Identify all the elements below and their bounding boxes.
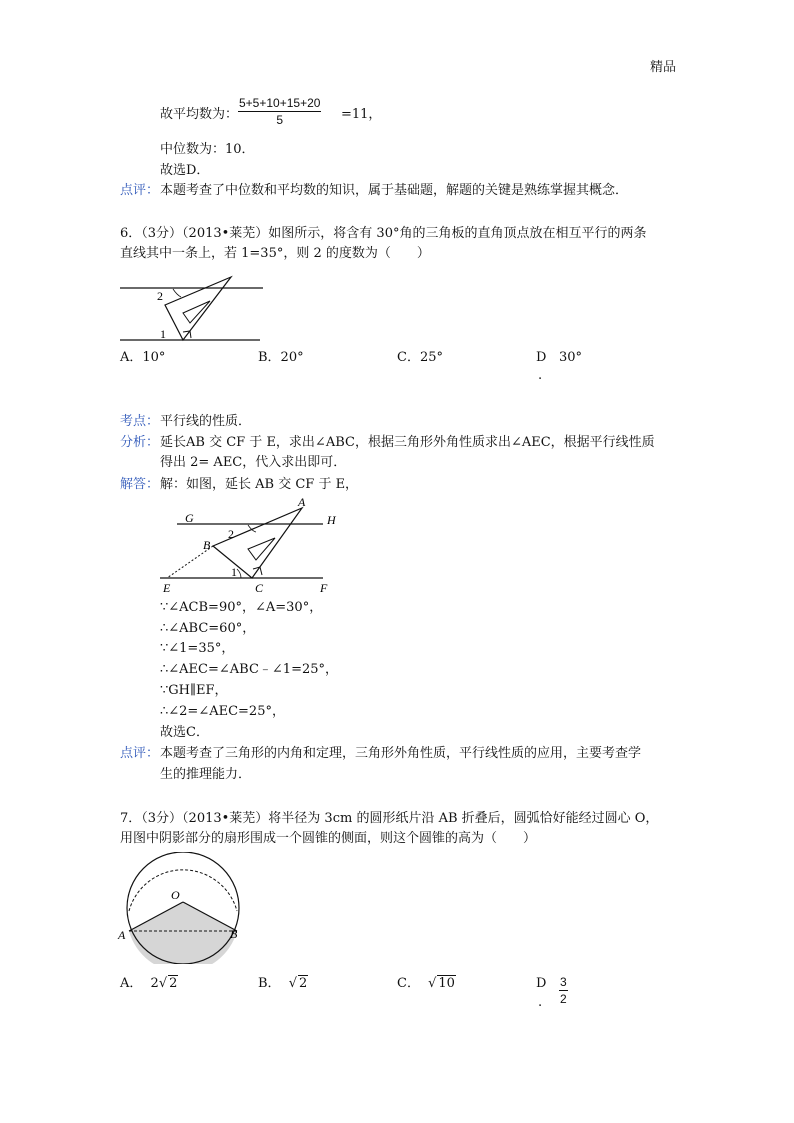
q7-option-d-dot: . — [538, 995, 543, 1010]
prev-choose: 故选D． — [160, 163, 210, 178]
q7-stem-line2: 用图中阴影部分的扇形围成一个圆锥的侧面，则这个圆锥的高为（ ） — [120, 831, 537, 846]
label-b-circle: B — [230, 927, 238, 941]
triangle-ruler-inner — [183, 301, 210, 323]
label-a: A — [298, 496, 306, 509]
q6-comment-line2: 生的推理能力． — [160, 767, 252, 782]
sqrt-sign-icon: √ 2 — [288, 976, 308, 991]
q6-fig-label-2: 2 — [157, 289, 163, 303]
q6-step-6: ∴∠2=∠AEC=25°， — [160, 704, 285, 719]
q6-solution-figure — [155, 496, 355, 596]
q6-fenxi-line2: 得出 2= AEC，代入求出即可． — [160, 455, 347, 470]
median-line: 中位数为：10． — [160, 142, 255, 157]
angle-1-arc-sol — [237, 569, 241, 578]
q6-kaodian-text: 平行线的性质． — [160, 414, 252, 429]
q7-option-c[interactable] — [397, 975, 456, 992]
q6-option-d-value[interactable]: 30° — [559, 350, 583, 365]
q6-option-c[interactable]: C．25° — [397, 350, 443, 365]
q7-option-c-radicand: 10 — [438, 976, 455, 991]
q6-step-1: ∵∠ACB=90°，∠A=30°， — [160, 600, 323, 615]
triangle-inner — [248, 538, 275, 560]
angle-2-arc — [173, 289, 181, 297]
q6-fenxi-line1: 延长AB 交 CF 于 E，求出∠ABC，根据三角形外角性质求出∠AEC，根据平行线性质 — [160, 435, 655, 450]
q6-comment-line1: 本题考查了三角形的内角和定理，三角形外角性质，平行线性质的应用，主要考查学 — [160, 746, 642, 761]
q7-option-d-letter[interactable]: D — [536, 976, 547, 991]
q6-step-5: ∵GH∥EF， — [160, 683, 228, 698]
prev-comment-text: 本题考查了中位数和平均数的知识，属于基础题，解题的关键是熟练掌握其概念． — [160, 183, 629, 198]
q7-option-a-coef: 2 — [150, 976, 159, 991]
prev-comment-label: 点评： — [120, 183, 160, 198]
average-suffix: =11， — [341, 107, 382, 122]
q6-step-7: 故选C． — [160, 725, 209, 740]
triangle-ruler — [165, 277, 231, 340]
q6-figure — [115, 275, 275, 345]
q7-option-b[interactable] — [258, 975, 308, 992]
q7-option-b-radicand: 2 — [299, 976, 308, 991]
header-tag: 精品 — [650, 59, 677, 74]
q7-stem-line1: 7．（3分）（2013•莱芜）将半径为 3cm 的圆形纸片沿 AB 折叠后，圆弧恰好能经过圆心 O， — [120, 811, 659, 826]
q7-option-d-numerator: 3 — [560, 975, 567, 989]
q6-stem-line2: 直线其中一条上，若 1=35°，则 2 的度数为（ ） — [120, 246, 430, 261]
q6-kaodian-label: 考点： — [120, 414, 160, 429]
label-a-circle: A — [118, 928, 126, 942]
q7-option-a-radicand: 2 — [169, 976, 178, 991]
label-angle-2: 2 — [228, 527, 234, 541]
q7-option-b-letter: B． — [258, 976, 281, 991]
shaded-sector — [129, 902, 237, 964]
q6-stem-line1: 6．（3分）（2013•莱芜）如图所示，将含有 30°角的三角板的直角顶点放在相互平行的两条 — [120, 226, 647, 241]
q7-option-a[interactable] — [120, 975, 178, 992]
q7-option-d-denominator: 2 — [560, 992, 567, 1006]
q6-step-4: ∴∠AEC=∠ABC﹣∠1=25°， — [160, 662, 339, 677]
sqrt-sign-icon: √ 2 — [158, 976, 178, 991]
average-numerator: 5+5+10+15+20 — [239, 96, 321, 110]
q6-option-a[interactable]: A．10° — [120, 350, 166, 365]
q7-option-a-letter: A． — [120, 976, 143, 991]
label-b: B — [203, 538, 211, 552]
label-g: G — [185, 511, 194, 525]
q7-option-d-fraction[interactable] — [559, 975, 568, 1006]
q6-jieda-label: 解答： — [120, 477, 160, 492]
q6-comment-label: 点评： — [120, 746, 160, 761]
average-prefix: 故平均数为： — [160, 107, 239, 122]
q6-step-3: ∵∠1=35°， — [160, 641, 235, 656]
label-c: C — [255, 581, 264, 595]
q6-option-d-letter[interactable]: D — [536, 350, 547, 365]
average-denominator: 5 — [276, 113, 284, 127]
label-f: F — [320, 581, 328, 595]
sqrt-sign-icon: √ 10 — [428, 976, 455, 991]
average-fraction — [238, 96, 321, 127]
q6-step-2: ∴∠ABC=60°， — [160, 621, 256, 636]
q7-figure — [115, 852, 250, 964]
label-angle-1: 1 — [231, 565, 237, 579]
label-o: O — [171, 888, 180, 902]
q6-jieda-text: 解：如图，延长 AB 交 CF 于 E， — [160, 477, 359, 492]
q7-option-c-letter: C． — [397, 976, 420, 991]
label-h: H — [327, 513, 336, 527]
q6-option-d-dot: . — [538, 368, 543, 383]
label-e: E — [163, 581, 171, 595]
q6-fig-label-1: 1 — [160, 327, 166, 341]
q6-option-b[interactable]: B．20° — [258, 350, 304, 365]
q6-fenxi-label: 分析： — [120, 435, 160, 450]
